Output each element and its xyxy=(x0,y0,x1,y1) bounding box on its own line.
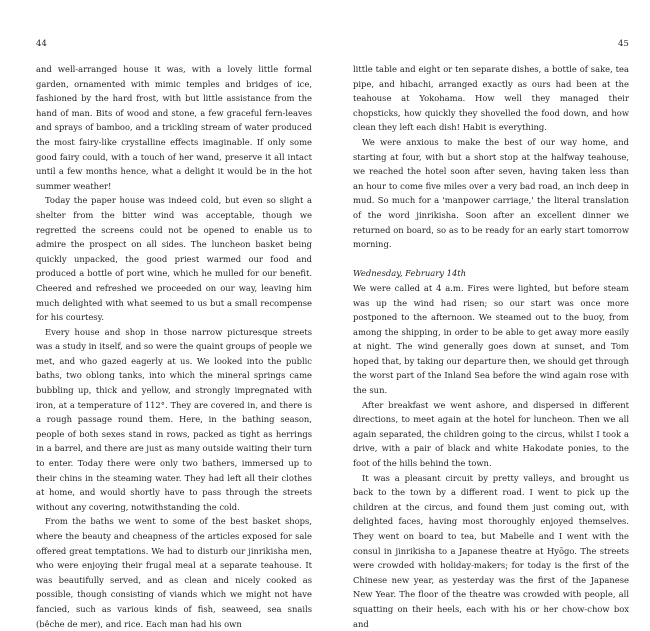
paragraph: little table and eight or ten separate dishes, a bottle of sake, tea pipe, and hibachi, arranged exactly as ours had been at the teahouse at Yokohama. How well they managed their chopsticks, how quickly they shovelled the food down, and how clean they left each dish! Habit is everything. xyxy=(353,64,629,133)
paragraph: From the baths we went to some of the best basket shops, where the beauty and cheapness of the articles exposed for sale offered great temptations. We had to disturb our jinrikisha men, who were enjoying their frugal meal at a separate teahouse. It was beautifully served, and as clean and nicely cooked as possible, though consisting of viands which we might not have fancied, such as various kinds of fish, seaweed, sea snails (bêche de mer), and rice. Each man had his own xyxy=(36,516,312,629)
paragraph: Today the paper house was indeed cold, but even so slight a shelter from the bitter wind was acceptable, though we regretted the screens could not be opened to enable us to admire the prospect on all sides. The luncheon basket being quickly unpacked, the good priest warmed our food and produced a bottle of port wine, which he mulled for our benefit. Cheered and refreshed we proceeded on our way, leaving him much delighted with what seemed to us but a small recompense for his courtesy. xyxy=(36,195,312,323)
paragraph: After breakfast we went ashore, and dispersed in different directions, to meet again at the hotel for luncheon. Then we all again separated, the children going to the circus, whilst I took a drive, with a pair of black and white Hakodate ponies, to the foot of the hills behind the town. xyxy=(353,399,629,469)
page-body xyxy=(353,62,629,631)
page-number: 45 xyxy=(617,38,629,48)
paragraph: Every house and shop in those narrow picturesque streets was a study in itself, and so were the quaint groups of people we met, and who gazed eagerly at us. We looked into the public baths, two oblong tanks, into which the mineral springs came bubbling up, thick and yellow, and strongly impregnated with iron, at a temperature of 112°. They are covered in, and there is a rough passage round them. Here, in the bathing season, people of both sexes stand in rows, packed as tight as herrings in a barrel, and there are just as many outside waiting their turn to enter. Today there were only two bathers, immersed up to their chins in the steaming water. They had left all their clothes at home, and would shortly have to pass through the streets without any covering, notwithstanding the cold. xyxy=(36,326,312,512)
paragraph: It was a pleasant circuit by pretty valleys, and brought us back to the town by a different road. I went to pick up the children at the circus, and found them just coming out, with delighted faces, having most thoroughly enjoyed themselves. They went on board to tea, but Mabelle and I went with the consul in jinrikisha to a Japanese theatre at Hyōgo. The streets were crowded with holiday-makers; for today is the first of the Chinese new year, as yesterday was the first of the Japanese New Year. The floor of the theatre was crowded with people, all squatting on their heels, each with his or her chow-chow box and xyxy=(353,472,629,629)
page-number: 44 xyxy=(36,38,48,48)
page-body xyxy=(36,62,312,631)
date-heading: Wednesday, February 14th xyxy=(353,268,467,279)
paragraph: and well-arranged house it was, with a lovely little formal garden, ornamented with mimic temples and bridges of ice, fashioned by the hard frost, with but little assistance from the hand of man. Bits of wood and stone, a few graceful fern-leaves and sprays of bamboo, and a trickling stream of water produced the most fairy-like crystalline effects imaginable. If only some good fairy could, with a touch of her wand, preserve it all intact until a few months hence, what a delight it would be in the hot summer weather! xyxy=(36,64,312,191)
paragraph: We were called at 4 a.m. Fires were lighted, but before steam was up the wind had risen; so our start was once more postponed to the afternoon. We steamed out to the buoy, from among the shipping, in order to be able to get away more easily at night. The wind generally goes down at sunset, and Tom hoped that, by taking our departure then, we should get through the worst part of the Inland Sea before the wind again rose with the sun. xyxy=(353,282,630,396)
paragraph: We were anxious to make the best of our way home, and starting at four, with but a short stop at the halfway teahouse, we reached the hotel soon after seven, having taken less than an hour to come five miles over a very bad road, an inch deep in mud. So much for a 'manpower carriage,' the literal translation of the word jinrikisha. Soon after an excellent dinner we returned on board, so as to be ready for an early start tomorrow morning. xyxy=(353,136,629,250)
